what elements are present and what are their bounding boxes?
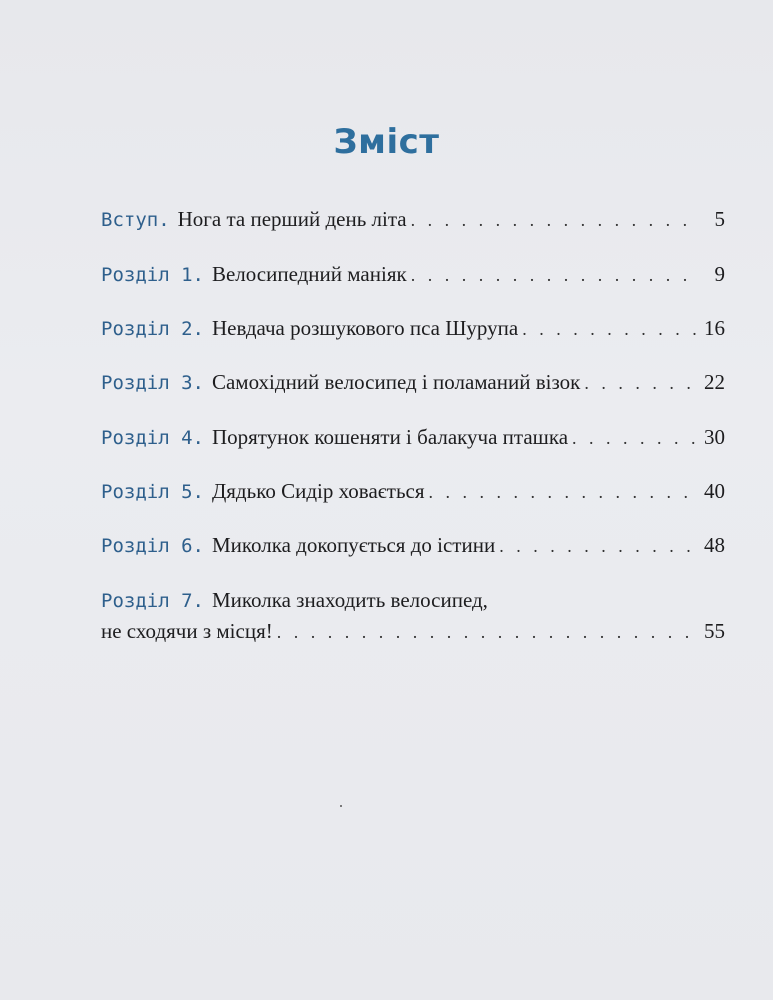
toc-entry-title: Велосипедний маніяк	[211, 262, 407, 286]
toc-entry-chapter-4[interactable]	[101, 422, 725, 453]
toc-entry-chapter-7[interactable]	[101, 585, 725, 647]
toc-entry-chapter-2[interactable]	[101, 313, 725, 344]
toc-entry-title-continued: не сходячи з місця!	[101, 619, 273, 643]
toc-entry-page: 16	[704, 316, 725, 340]
toc-entry-title: Нога та перший день літа	[177, 207, 407, 231]
dot-leader	[411, 205, 699, 235]
toc-row	[101, 422, 725, 453]
toc-entry-chapter-3[interactable]	[101, 367, 725, 398]
toc-entry-label: Розділ 2.	[101, 318, 204, 340]
toc-row	[101, 204, 725, 235]
toc-row-continued	[101, 616, 725, 647]
toc-entry-title: Миколка докопується до істини	[211, 533, 496, 557]
dot-leader	[584, 368, 699, 398]
toc-entry-chapter-6[interactable]	[101, 530, 725, 561]
toc-entry-page: 9	[714, 262, 725, 286]
page-title: Зміст	[333, 122, 440, 162]
toc-entry-chapter-5[interactable]	[101, 476, 725, 507]
dot-leader	[429, 477, 699, 507]
toc-entry-title: Миколка знаходить велосипед,	[211, 588, 488, 612]
toc-entry-label: Розділ 5.	[101, 481, 204, 503]
toc-entry-page: 5	[714, 207, 725, 231]
toc-entry-page: 22	[704, 370, 725, 394]
dot-leader	[572, 423, 699, 453]
dot-leader	[522, 314, 699, 344]
toc-row	[101, 367, 725, 398]
dot-leader	[499, 531, 699, 561]
toc-entry-label: Розділ 4.	[101, 427, 204, 449]
toc-row	[101, 585, 725, 616]
paper-speck	[340, 805, 342, 807]
toc-entry-title: Самохідний велосипед і поламаний візок	[211, 370, 581, 394]
toc-row	[101, 476, 725, 507]
toc-entry-title: Дядько Сидір ховається	[211, 479, 425, 503]
toc-entry-label: Розділ 3.	[101, 372, 204, 394]
toc-entry-label: Розділ 1.	[101, 264, 204, 286]
dot-leader	[411, 260, 699, 290]
toc-entry-page: 55	[704, 619, 725, 643]
toc-entry-title: Невдача розшукового пса Шурупа	[211, 316, 519, 340]
toc-entry-title: Порятунок кошеняти і балакуча пташка	[211, 425, 569, 449]
toc-entry-label: Розділ 7.	[101, 590, 204, 612]
toc-entry-page: 40	[704, 479, 725, 503]
toc-entry-page: 48	[704, 533, 725, 557]
toc-row	[101, 530, 725, 561]
toc-entry-label: Вступ.	[101, 209, 170, 231]
toc-row	[101, 313, 725, 344]
toc-entry-chapter-1[interactable]	[101, 259, 725, 290]
toc-entry-page: 30	[704, 425, 725, 449]
toc-entry-intro[interactable]	[101, 204, 725, 235]
dot-leader	[277, 617, 699, 647]
toc-entry-label: Розділ 6.	[101, 535, 204, 557]
toc-row	[101, 259, 725, 290]
